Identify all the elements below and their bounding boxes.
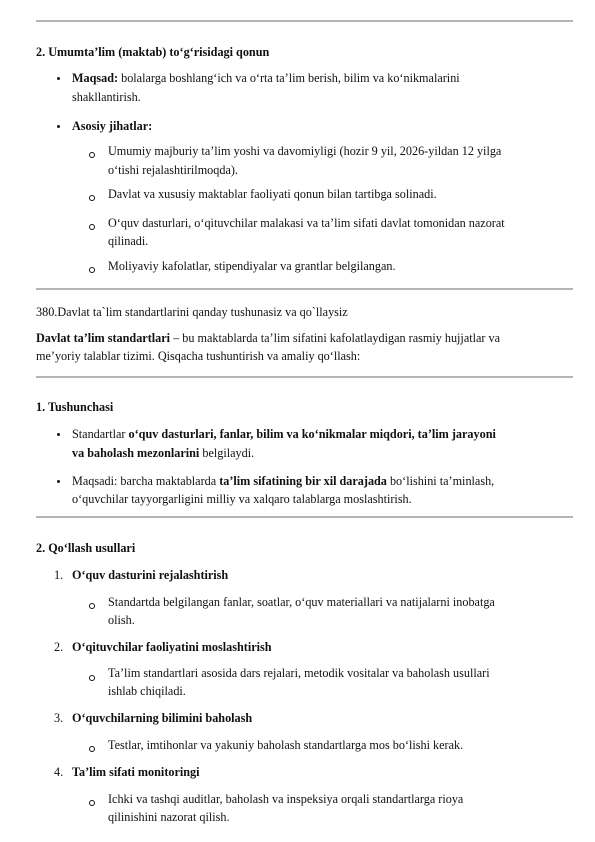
sub-item-text: qilinadi.	[108, 234, 149, 248]
answer-text: – bu maktablarda ta’lim sifatini kafolatlaydigan rasmiy hujjatlar va	[170, 331, 501, 345]
divider	[36, 20, 573, 22]
question-text: 380.Davlat ta`lim standartlarini qanday tushunasiz va qo`llaysiz	[36, 305, 348, 319]
circle-bullet-icon	[89, 195, 95, 201]
bullet-icon	[57, 77, 60, 80]
list-item-title: Ta’lim sifati monitoringi	[72, 765, 200, 779]
sub-item-text: Moliyaviy kafolatlar, stipendiyalar va grantlar belgilangan.	[108, 259, 396, 273]
sub-item-text: Ichki va tashqi auditlar, baholash va inspeksiya orqali standartlarga rioya	[108, 792, 464, 806]
section-heading: 2. Qo‘llash usullari	[36, 541, 136, 555]
sub-item-text: Ta’lim standartlari asosida dars rejalari, metodik vositalar va baholash usullari	[108, 666, 490, 680]
text-span: Standartlar	[72, 427, 129, 441]
asosiy-label: Asosiy jihatlar:	[72, 119, 153, 133]
circle-bullet-icon	[89, 603, 95, 609]
maqsad-line	[72, 70, 460, 88]
maqsad-label: Maqsad:	[72, 71, 119, 85]
maqsad-text: bolalarga boshlang‘ich va o‘rta ta’lim berish, bilim va ko‘nikmalarini	[118, 71, 460, 85]
circle-bullet-icon	[89, 152, 95, 158]
text-span: belgilaydi.	[199, 446, 255, 460]
list-item-title: O‘qituvchilar faoliyatini moslashtirish	[72, 640, 272, 654]
sub-item-text: Davlat va xususiy maktablar faoliyati qonun bilan tartibga solinadi.	[108, 187, 437, 201]
text-span: bo‘lishini ta’minlash,	[386, 474, 495, 488]
answer-text-cont: me’yoriy talablar tizimi. Qisqacha tushuntirish va amaliy qo‘llash:	[36, 349, 361, 363]
sub-item-text: qilinishini nazorat qilish.	[108, 810, 230, 824]
sub-item-text: Standartda belgilangan fanlar, soatlar, o‘quv materiallari va natijalarni inobatga	[108, 595, 495, 609]
circle-bullet-icon	[89, 224, 95, 230]
list-item-title: O‘quv dasturini rejalashtirish	[72, 568, 229, 582]
divider	[36, 376, 573, 378]
circle-bullet-icon	[89, 800, 95, 806]
circle-bullet-icon	[89, 267, 95, 273]
text-span: Maqsadi: barcha maktablarda	[72, 474, 220, 488]
circle-bullet-icon	[89, 675, 95, 681]
sub-item-text: o‘tishi rejalashtirilmoqda).	[108, 163, 238, 177]
section-heading: 1. Tushunchasi	[36, 400, 114, 414]
list-number: 4.	[54, 765, 64, 779]
bullet-icon	[57, 480, 60, 483]
bold-span: o‘quv dasturlari, fanlar, bilim va ko‘nikmalar miqdori, ta’lim jarayoni	[128, 427, 496, 441]
bullet-icon	[57, 125, 60, 128]
sub-item-text: O‘quv dasturlari, o‘qituvchilar malakasi va ta’lim sifati davlat tomonidan nazorat	[108, 216, 505, 230]
maqsad-text-cont: shakllantirish.	[72, 90, 141, 104]
answer-line	[36, 330, 500, 348]
section-heading: 2. Umumta’lim (maktab) to‘g‘risidagi qonun	[36, 45, 270, 59]
bullet-text-cont: o‘quvchilar tayyorgarligini milliy va xalqaro talablarga moslashtirish.	[72, 492, 412, 506]
bullet-text-cont	[72, 445, 254, 463]
sub-item-text: Umumiy majburiy ta’lim yoshi va davomiyligi (hozir 9 yil, 2026-yildan 12 yilga	[108, 144, 502, 158]
bold-span: ta’lim sifatining bir xil darajada	[219, 474, 387, 488]
sub-item-text: Testlar, imtihonlar va yakuniy baholash standartlarga mos bo‘lishi kerak.	[108, 738, 464, 752]
divider	[36, 288, 573, 290]
sub-item-text: ishlab chiqiladi.	[108, 684, 186, 698]
list-number: 1.	[54, 568, 64, 582]
sub-item-text: olish.	[108, 613, 135, 627]
divider	[36, 516, 573, 518]
list-number: 3.	[54, 711, 64, 725]
bullet-text	[72, 426, 496, 444]
list-number: 2.	[54, 640, 64, 654]
circle-bullet-icon	[89, 746, 95, 752]
bold-span: va baholash mezonlarini	[72, 446, 200, 460]
answer-bold: Davlat ta’lim standartlari	[36, 331, 171, 345]
bullet-icon	[57, 433, 60, 436]
list-item-title: O‘quvchilarning bilimini baholash	[72, 711, 253, 725]
bullet-text	[72, 473, 494, 491]
